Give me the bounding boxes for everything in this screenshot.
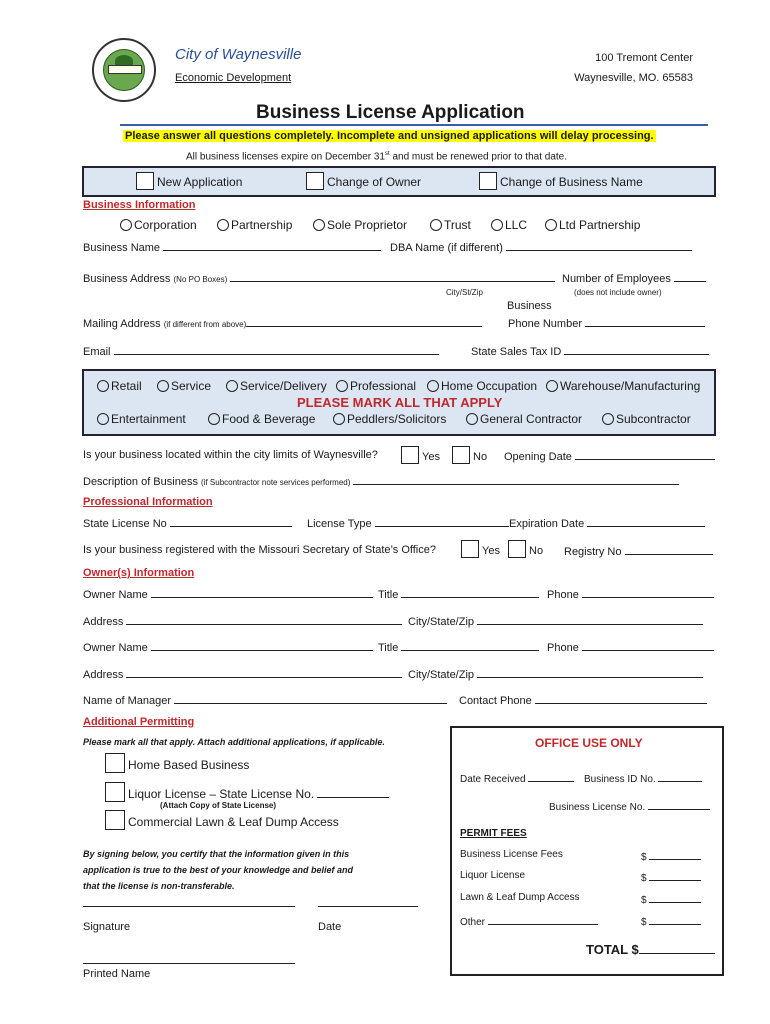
notice-banner: Please answer all questions completely. Incomplete and unsigned applications will delay processing. [125, 130, 654, 142]
cat-general-contractor[interactable]: General Contractor [466, 412, 582, 426]
owner-name-field-2[interactable]: Owner Name [83, 640, 373, 654]
home-based-option[interactable]: Home Based Business [105, 753, 249, 773]
license-type-field[interactable]: License Type [307, 516, 509, 530]
department-name: Economic Development [175, 72, 292, 84]
office-use-heading: OFFICE USE ONLY [535, 736, 643, 750]
owner-address-field-1[interactable]: Address [83, 614, 402, 628]
phone-number-field[interactable]: Phone Number [508, 316, 705, 330]
cat-home-occupation[interactable]: Home Occupation [427, 379, 537, 393]
checkbox[interactable] [401, 446, 419, 464]
owner-phone-field-2[interactable]: Phone [547, 640, 714, 654]
manager-name-field[interactable]: Name of Manager [83, 693, 447, 707]
business-info-heading: Business Information [83, 199, 196, 211]
city-limits-no[interactable]: No [452, 446, 487, 464]
printed-name-label: Printed Name [83, 968, 151, 980]
checkbox[interactable] [105, 782, 125, 802]
type-sole-proprietor[interactable]: Sole Proprietor [313, 218, 407, 232]
type-ltd-partnership[interactable]: Ltd Partnership [545, 218, 640, 232]
business-name-field[interactable]: Business Name [83, 240, 381, 254]
total-field: TOTAL $ [586, 942, 715, 957]
date-received-field: Date Received [460, 771, 574, 785]
checkbox[interactable] [452, 446, 470, 464]
type-llc[interactable]: LLC [491, 218, 527, 232]
signature-label: Signature [83, 921, 131, 933]
checkbox[interactable] [105, 753, 125, 773]
permitting-note: Please mark all that apply. Attach additional applications, if applicable. [83, 737, 385, 747]
address-line-2: Waynesville, MO. 65583 [574, 72, 693, 84]
sos-yes[interactable]: Yes [461, 540, 500, 558]
fee-liquor-amount: $ [641, 870, 701, 884]
owner-title-field-1[interactable]: Title [378, 587, 539, 601]
state-license-field[interactable]: State License No [83, 516, 292, 530]
employees-field[interactable]: Number of Employees [562, 271, 706, 285]
email-field[interactable]: Email [83, 344, 439, 358]
certification-text: By signing below, you certify that the information given in this application is true to the best of your knowledge and belief and that the license is non-transferable. [83, 849, 354, 891]
employees-note: (does not include owner) [574, 288, 662, 297]
fee-lawn-leaf-amount: $ [641, 892, 701, 906]
liquor-license-option[interactable]: Liquor License – State License No. [105, 782, 389, 802]
mailing-address-field[interactable]: Mailing Address (if different from above) [83, 316, 482, 330]
city-limits-yes[interactable]: Yes [401, 446, 440, 464]
business-word: Business [507, 300, 552, 312]
contact-phone-field[interactable]: Contact Phone [459, 693, 707, 707]
business-license-no-field: Business License No. [549, 799, 710, 813]
owners-info-heading: Owner(s) Information [83, 567, 195, 579]
dba-name-field[interactable]: DBA Name (if different) [390, 240, 692, 254]
opening-date-field[interactable]: Opening Date [504, 449, 715, 463]
checkbox[interactable] [105, 810, 125, 830]
fee-business-license: Business License Fees [460, 849, 563, 860]
owner-title-field-2[interactable]: Title [378, 640, 539, 654]
permit-fees-heading: PERMIT FEES [460, 828, 527, 839]
new-application-option[interactable]: New Application [136, 172, 242, 190]
type-trust[interactable]: Trust [430, 218, 471, 232]
business-address-field[interactable]: Business Address (No PO Boxes) [83, 271, 555, 285]
checkbox[interactable] [508, 540, 526, 558]
checkbox[interactable] [479, 172, 497, 190]
change-name-option[interactable]: Change of Business Name [479, 172, 643, 190]
cat-warehouse[interactable]: Warehouse/Manufacturing [546, 379, 700, 393]
cat-entertainment[interactable]: Entertainment [97, 412, 186, 426]
city-limits-question: Is your business located within the city limits of Waynesville? [83, 449, 378, 461]
city-st-zip-label: City/St/Zip [446, 288, 483, 297]
checkbox[interactable] [136, 172, 154, 190]
mark-all-label: PLEASE MARK ALL THAT APPLY [297, 395, 503, 410]
sos-question: Is your business registered with the Missouri Secretary of State’s Office? [83, 544, 436, 556]
page-title: Business License Application [256, 102, 525, 123]
cat-retail[interactable]: Retail [97, 379, 142, 393]
fee-lawn-leaf: Lawn & Leaf Dump Access [460, 892, 580, 903]
type-corporation[interactable]: Corporation [120, 218, 197, 232]
fee-other-amount: $ [641, 914, 701, 928]
professional-info-heading: Professional Information [83, 496, 213, 508]
owner-name-field-1[interactable]: Owner Name [83, 587, 373, 601]
cat-food-beverage[interactable]: Food & Beverage [208, 412, 315, 426]
signature-line[interactable] [83, 906, 295, 907]
change-owner-option[interactable]: Change of Owner [306, 172, 421, 190]
owner-city-field-1[interactable]: City/State/Zip [408, 614, 703, 628]
cat-peddlers[interactable]: Peddlers/Solicitors [333, 412, 446, 426]
expiration-note: All business licenses expire on December 31st and must be renewed prior to that date. [186, 151, 568, 163]
business-id-field: Business ID No. [584, 771, 702, 785]
title-rule [120, 124, 708, 126]
sales-tax-id-field[interactable]: State Sales Tax ID [471, 344, 709, 358]
checkbox[interactable] [306, 172, 324, 190]
type-partnership[interactable]: Partnership [217, 218, 292, 232]
lawn-leaf-option[interactable]: Commercial Lawn & Leaf Dump Access [105, 810, 339, 830]
fee-business-license-amount: $ [641, 849, 701, 863]
cat-professional[interactable]: Professional [336, 379, 416, 393]
owner-phone-field-1[interactable]: Phone [547, 587, 714, 601]
sos-no[interactable]: No [508, 540, 543, 558]
cat-service[interactable]: Service [157, 379, 211, 393]
owner-address-field-2[interactable]: Address [83, 667, 402, 681]
date-line[interactable] [318, 906, 418, 907]
printed-name-line[interactable] [83, 963, 295, 964]
description-field[interactable]: Description of Business (if Subcontractor note services performed) [83, 474, 679, 488]
cat-subcontractor[interactable]: Subcontractor [602, 412, 691, 426]
checkbox[interactable] [461, 540, 479, 558]
fee-other: Other [460, 914, 598, 928]
owner-city-field-2[interactable]: City/State/Zip [408, 667, 703, 681]
city-seal-logo [92, 38, 156, 102]
fee-liquor: Liquor License [460, 870, 526, 881]
cat-service-delivery[interactable]: Service/Delivery [226, 379, 327, 393]
registry-no-field[interactable]: Registry No [564, 544, 713, 558]
expiration-date-field[interactable]: Expiration Date [509, 516, 705, 530]
date-label: Date [318, 921, 342, 933]
permitting-heading: Additional Permitting [83, 716, 195, 728]
city-name: City of Waynesville [175, 46, 302, 63]
liquor-note: (Attach Copy of State License) [160, 801, 277, 810]
address-line-1: 100 Tremont Center [595, 52, 693, 64]
